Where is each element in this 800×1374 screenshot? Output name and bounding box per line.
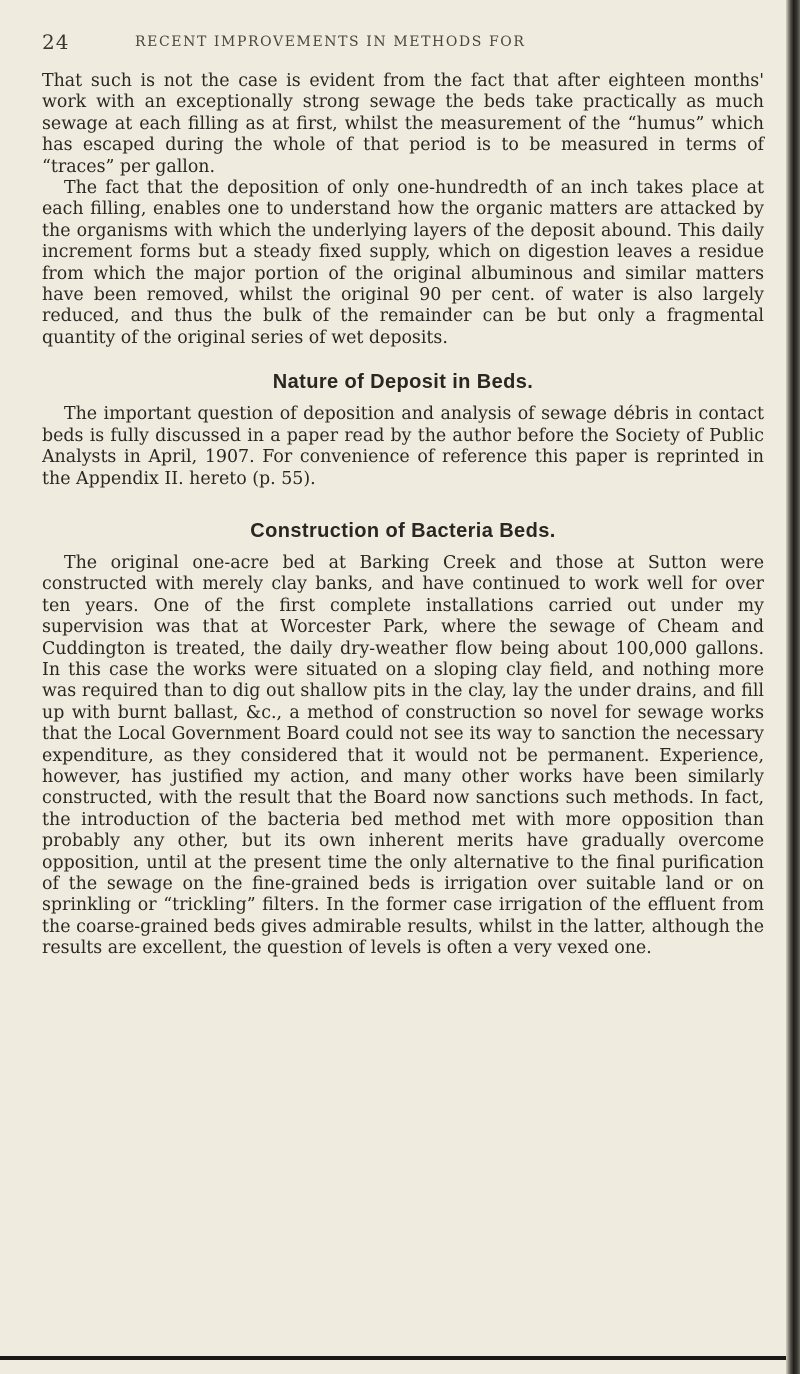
heading-construction-of-beds: Construction of Bacteria Beds. [250,519,556,542]
page-header [42,30,762,54]
paragraph-analysis: The important question of deposition and analysis of sewage débris in contact beds is fully discussed in a paper read by the author before the Society of Public Analysts in April, 1907. For convenience of reference this paper is reprinted in the Appendix II. hereto (p. 55). [42,404,764,489]
running-head: RECENT IMPROVEMENTS IN METHODS FOR [135,34,526,50]
heading-nature-of-deposit: Nature of Deposit in Beds. [272,371,534,394]
body-text [42,71,764,960]
bottom-rule [0,1356,790,1360]
page-binding-edge [786,0,800,1374]
paragraph-deposition: The fact that the deposition of only one-hundredth of an inch takes place at each filling, enables one to understand how the organic matters are attacked by the organisms with which the underlying layers of the deposit abound. This daily increment forms but a steady fixed supply, which on digestion leaves a residue from which the major portion of the original albuminous and similar matters have been removed, whilst the original 90 per cent. of water is also largely reduced, and thus the bulk of the remainder can be but only a fragmental quantity of the original series of wet deposits. [42,178,764,348]
paragraph-construction: The original one-acre bed at Barking Creek and those at Sutton were constructed with merely clay banks, and have continued to work well for over ten years. One of the first complete installations carried out under my supervision was that at Worcester Park, where the sewage of Cheam and Cuddington is treated, the daily dry-weather flow being about 100,000 gallons. In this case the works were situated on a sloping clay field, and nothing more was required than to dig out shallow pits in the clay, lay the under drains, and fill up with burnt ballast, &c., a method of construction so novel for sewage works that the Local Government Board could not see its way to sanction the necessary expenditure, as they considered that it would not be permanent. Experience, however, has justified my action, and many other works have been similarly constructed, with the result that the Board now sanctions such methods. In fact, the introduction of the bacteria bed method met with more opposition than probably any other, but its own inherent merits have gradually overcome opposition, until at the present time the only alternative to the final purification of the sewage on the fine-grained beds is irrigation over suitable land or on sprinkling or “trickling” filters. In the former case irrigation of the effluent from the coarse-grained beds gives admirable results, whilst in the latter, although the results are excellent, the question of levels is often a very vexed one. [42,552,764,959]
page-number: 24 [42,30,70,54]
paragraph-humus: That such is not the case is evident from the fact that after eighteen months' work with an exceptionally strong sewage the beds take practically as much sewage at each filling as at first, whilst the measurement of the “humus” which has escaped during the whole of that period is to be measured in terms of “traces” per gallon. [42,71,764,177]
